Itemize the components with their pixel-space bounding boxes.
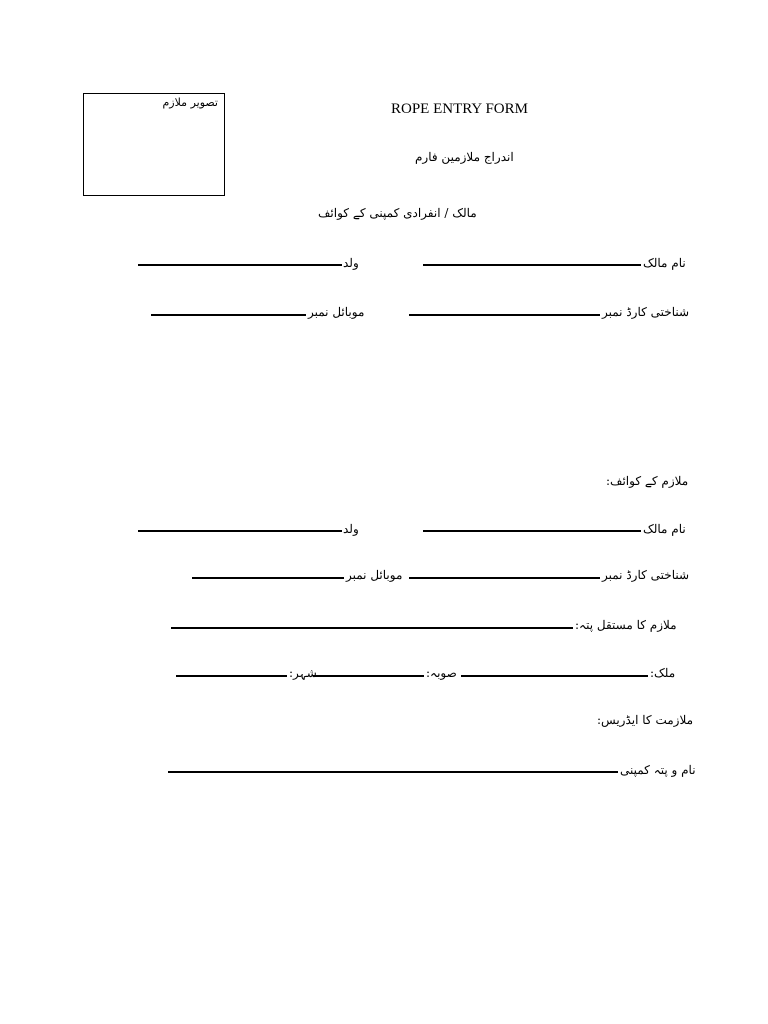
employee-city-field[interactable] [176, 675, 287, 677]
owner-section-title: مالک / انفرادی کمپنی کے کوائف [318, 206, 477, 220]
form-title-english: ROPE ENTRY FORM [391, 101, 528, 117]
employee-father-label: ولد [343, 522, 359, 536]
company-name-address-field[interactable] [168, 771, 618, 773]
employee-mobile-field[interactable] [192, 577, 344, 579]
employee-father-field[interactable] [138, 530, 342, 532]
photo-label: تصویر ملازم [162, 96, 218, 109]
owner-cnic-field[interactable] [409, 314, 600, 316]
form-title-urdu: اندراج ملازمین فارم [415, 150, 514, 164]
owner-father-label: ولد [343, 256, 359, 270]
employee-permanent-address-field[interactable] [171, 627, 573, 629]
employee-cnic-label: شناختی کارڈ نمبر [602, 568, 690, 582]
employee-photo-box[interactable] [83, 93, 225, 196]
employee-name-label: نام مالک [643, 522, 686, 536]
owner-mobile-field[interactable] [151, 314, 306, 316]
employee-province-label: صوبہ: [426, 666, 457, 680]
owner-father-field[interactable] [138, 264, 342, 266]
employee-name-field[interactable] [423, 530, 641, 532]
employee-section-title: ملازم کے کوائف: [606, 474, 689, 488]
employee-city-label: شہر: [289, 666, 317, 680]
owner-name-field[interactable] [423, 264, 641, 266]
employee-country-field[interactable] [461, 675, 648, 677]
employee-cnic-field[interactable] [409, 577, 600, 579]
employee-province-field[interactable] [313, 675, 424, 677]
employment-address-section-title: ملازمت کا ایڈریس: [597, 713, 694, 727]
owner-name-label: نام مالک [643, 256, 686, 270]
owner-cnic-label: شناختی کارڈ نمبر [602, 305, 690, 319]
company-name-address-label: نام و پتہ کمپنی [620, 763, 696, 777]
employee-mobile-label: موبائل نمبر [346, 568, 403, 582]
owner-mobile-label: موبائل نمبر [308, 305, 365, 319]
employee-country-label: ملک: [650, 666, 676, 680]
employee-permanent-address-label: ملازم کا مستقل پتہ: [575, 618, 677, 632]
